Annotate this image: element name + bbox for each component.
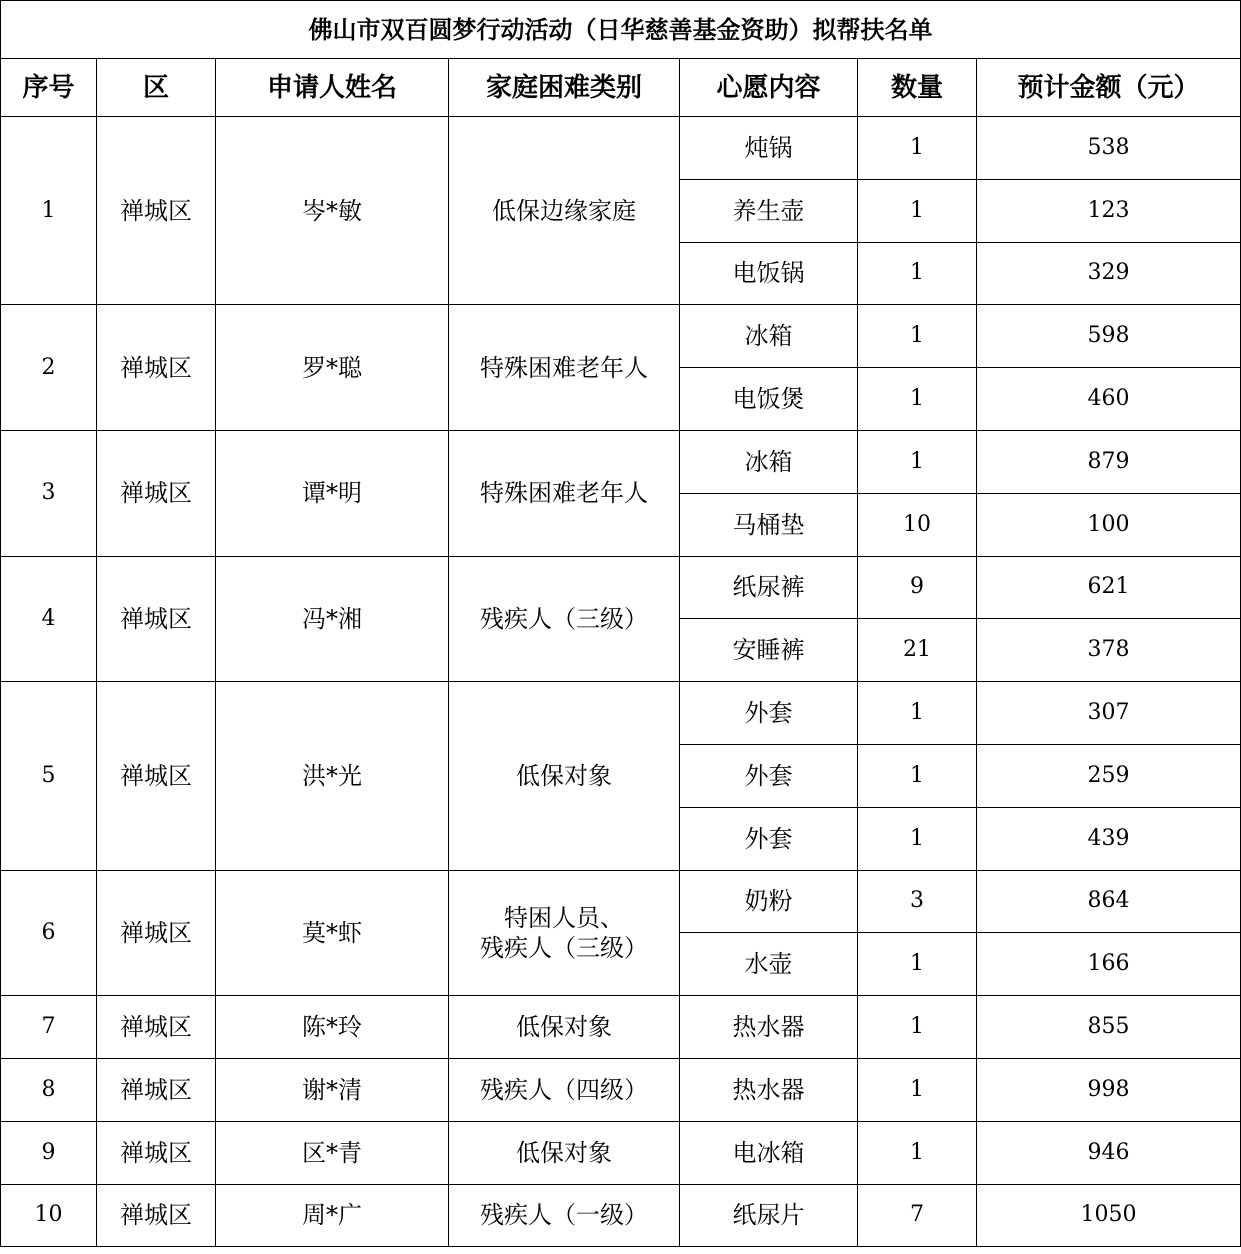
table-row	[1, 1184, 1241, 1247]
estimated-amount-cell: 598	[977, 305, 1241, 368]
estimated-amount-cell: 879	[977, 430, 1241, 493]
wish-item-cell: 马桶垫	[680, 493, 858, 556]
row-number-cell: 7	[1, 996, 97, 1059]
estimated-amount-cell: 946	[977, 1121, 1241, 1184]
estimated-amount-cell: 378	[977, 619, 1241, 682]
wish-item-cell: 电饭锅	[680, 242, 858, 305]
quantity-cell: 7	[858, 1184, 977, 1247]
wish-item-cell: 热水器	[680, 996, 858, 1059]
table-row	[1, 1121, 1241, 1184]
quantity-cell: 1	[858, 179, 977, 242]
quantity-cell: 1	[858, 682, 977, 745]
header-row	[1, 59, 1241, 117]
row-number-cell: 8	[1, 1058, 97, 1121]
table-row	[1, 996, 1241, 1059]
applicant-name-cell: 洪*光	[216, 682, 449, 870]
wish-item-cell: 冰箱	[680, 430, 858, 493]
quantity-cell: 1	[858, 368, 977, 431]
district-cell: 禅城区	[97, 430, 216, 556]
estimated-amount-cell: 1050	[977, 1184, 1241, 1247]
applicant-name-cell: 区*青	[216, 1121, 449, 1184]
district-cell: 禅城区	[97, 996, 216, 1059]
district-cell: 禅城区	[97, 870, 216, 996]
wish-item-cell: 外套	[680, 744, 858, 807]
quantity-cell: 1	[858, 744, 977, 807]
wish-item-cell: 冰箱	[680, 305, 858, 368]
estimated-amount-cell: 460	[977, 368, 1241, 431]
row-number-cell: 1	[1, 117, 97, 305]
wish-item-cell: 纸尿片	[680, 1184, 858, 1247]
table-row	[1, 117, 1241, 180]
row-number-cell: 3	[1, 430, 97, 556]
wish-item-cell: 电饭煲	[680, 368, 858, 431]
table-row	[1, 1058, 1241, 1121]
hardship-category-cell: 低保对象	[449, 1121, 680, 1184]
quantity-cell: 10	[858, 493, 977, 556]
row-number-cell: 4	[1, 556, 97, 682]
estimated-amount-cell: 998	[977, 1058, 1241, 1121]
row-number-cell: 10	[1, 1184, 97, 1247]
estimated-amount-cell: 855	[977, 996, 1241, 1059]
applicant-name-cell: 岑*敏	[216, 117, 449, 305]
header-no: 序号	[1, 59, 97, 117]
quantity-cell: 1	[858, 242, 977, 305]
applicant-name-cell: 谢*清	[216, 1058, 449, 1121]
estimated-amount-cell: 259	[977, 744, 1241, 807]
hardship-category-cell	[449, 870, 680, 996]
quantity-cell: 21	[858, 619, 977, 682]
district-cell: 禅城区	[97, 682, 216, 870]
wish-item-cell: 热水器	[680, 1058, 858, 1121]
wish-item-cell: 炖锅	[680, 117, 858, 180]
table-row	[1, 305, 1241, 368]
quantity-cell: 9	[858, 556, 977, 619]
estimated-amount-cell: 439	[977, 807, 1241, 870]
quantity-cell: 1	[858, 305, 977, 368]
wish-item-cell: 外套	[680, 807, 858, 870]
hardship-category-cell: 残疾人（四级）	[449, 1058, 680, 1121]
wish-item-cell: 水壶	[680, 933, 858, 996]
applicant-name-cell: 莫*虾	[216, 870, 449, 996]
wish-item-cell: 安睡裤	[680, 619, 858, 682]
table-row	[1, 682, 1241, 745]
estimated-amount-cell: 307	[977, 682, 1241, 745]
table-row	[1, 430, 1241, 493]
applicant-name-cell: 冯*湘	[216, 556, 449, 682]
applicant-name-cell: 谭*明	[216, 430, 449, 556]
applicant-name-cell: 陈*玲	[216, 996, 449, 1059]
table-row	[1, 556, 1241, 619]
applicant-name-cell: 罗*聪	[216, 305, 449, 431]
hardship-category-line: 残疾人（三级）	[480, 933, 648, 962]
row-number-cell: 6	[1, 870, 97, 996]
row-number-cell: 2	[1, 305, 97, 431]
hardship-category-line: 特困人员、	[504, 903, 624, 932]
hardship-category-cell: 残疾人（一级）	[449, 1184, 680, 1247]
district-cell: 禅城区	[97, 1121, 216, 1184]
row-number-cell: 9	[1, 1121, 97, 1184]
applicant-name-cell: 周*广	[216, 1184, 449, 1247]
quantity-cell: 3	[858, 870, 977, 933]
quantity-cell: 1	[858, 996, 977, 1059]
wish-item-cell: 养生壶	[680, 179, 858, 242]
quantity-cell: 1	[858, 1058, 977, 1121]
header-district: 区	[97, 59, 216, 117]
quantity-cell: 1	[858, 1121, 977, 1184]
quantity-cell: 1	[858, 117, 977, 180]
hardship-category-cell: 低保边缘家庭	[449, 117, 680, 305]
header-name: 申请人姓名	[216, 59, 449, 117]
header-amount: 预计金额（元）	[977, 59, 1241, 117]
hardship-category-cell: 残疾人（三级）	[449, 556, 680, 682]
district-cell: 禅城区	[97, 117, 216, 305]
estimated-amount-cell: 100	[977, 493, 1241, 556]
wish-item-cell: 奶粉	[680, 870, 858, 933]
district-cell: 禅城区	[97, 1184, 216, 1247]
wish-item-cell: 外套	[680, 682, 858, 745]
estimated-amount-cell: 864	[977, 870, 1241, 933]
district-cell: 禅城区	[97, 305, 216, 431]
hardship-category-cell: 特殊困难老年人	[449, 430, 680, 556]
table-row	[1, 870, 1241, 933]
estimated-amount-cell: 538	[977, 117, 1241, 180]
estimated-amount-cell: 166	[977, 933, 1241, 996]
quantity-cell: 1	[858, 807, 977, 870]
header-qty: 数量	[858, 59, 977, 117]
hardship-category-cell: 低保对象	[449, 996, 680, 1059]
row-number-cell: 5	[1, 682, 97, 870]
district-cell: 禅城区	[97, 556, 216, 682]
quantity-cell: 1	[858, 430, 977, 493]
estimated-amount-cell: 329	[977, 242, 1241, 305]
quantity-cell: 1	[858, 933, 977, 996]
header-wish: 心愿内容	[680, 59, 858, 117]
hardship-category-cell: 特殊困难老年人	[449, 305, 680, 431]
table-title: 佛山市双百圆梦行动活动（日华慈善基金资助）拟帮扶名单	[1, 1, 1241, 59]
header-category: 家庭困难类别	[449, 59, 680, 117]
wish-item-cell: 电冰箱	[680, 1121, 858, 1184]
title-row	[1, 1, 1241, 59]
estimated-amount-cell: 123	[977, 179, 1241, 242]
hardship-category-cell: 低保对象	[449, 682, 680, 870]
district-cell: 禅城区	[97, 1058, 216, 1121]
estimated-amount-cell: 621	[977, 556, 1241, 619]
wish-item-cell: 纸尿裤	[680, 556, 858, 619]
